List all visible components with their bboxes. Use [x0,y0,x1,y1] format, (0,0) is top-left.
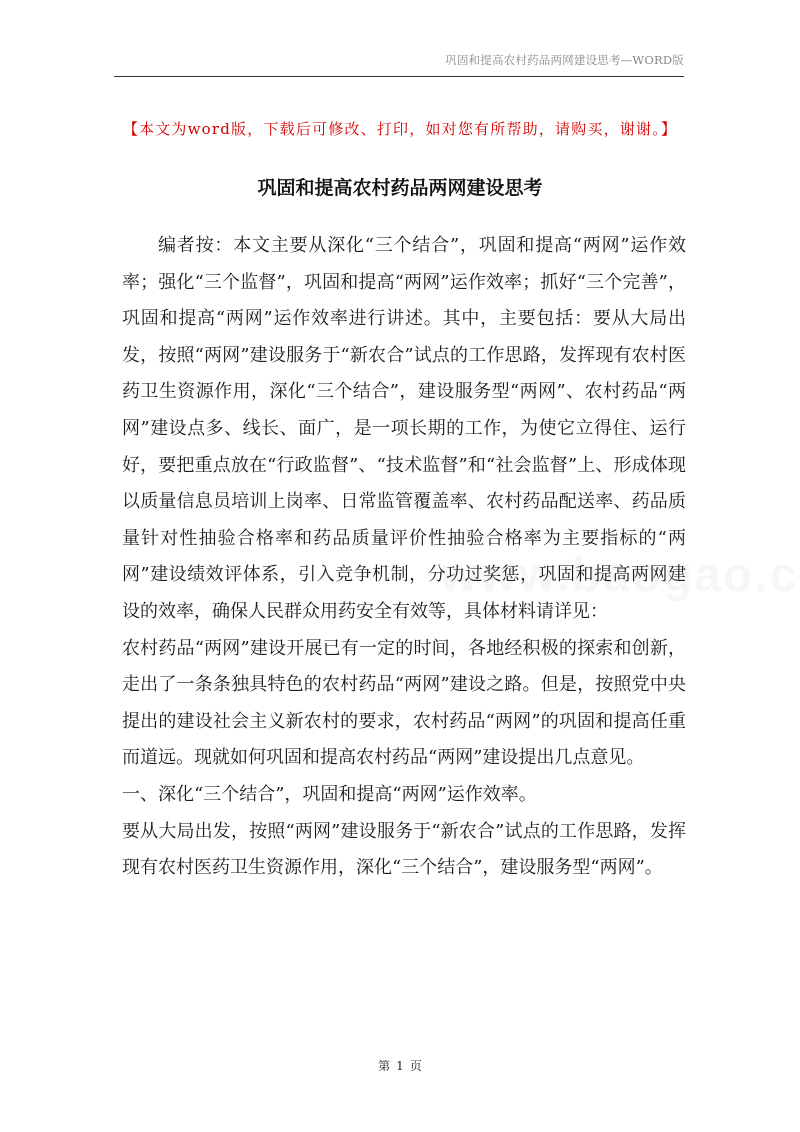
download-notice: 【本文为word版，下载后可修改、打印，如对您有所帮助，请购买，谢谢。】 [122,120,678,138]
running-header: 巩固和提高农村药品两网建设思考—WORD版 [445,53,684,67]
page-label-suffix: 页 [409,1059,422,1073]
section-heading: 一、深化“三个结合”，巩固和提高“两网”运作效率。 [122,783,537,805]
page-label-prefix: 第 [378,1059,391,1073]
body-paragraph: 农村药品“两网”建设开展已有一定的时间，各地经积极的探索和创新，走出了一条条独具特色的农村药品“两网”建设之路。但是，按照党中央提出的建设社会主义新农村的要求，农村药品“两网”的巩固和提高任重而道远。现就如何巩固和提高农村药品“两网”建设提出几点意见。 [122,637,686,769]
body-paragraph: 要从大局出发，按照“两网”建设服务于“新农合”试点的工作思路，发挥现有农村医药卫生资源作用，深化“三个结合”，建设服务型“两网”。 [122,820,686,879]
page-number: 1 [396,1059,404,1073]
editor-note-paragraph: 编者按：本文主要从深化“三个结合”，巩固和提高“两网”运作效率；强化“三个监督”，巩固和提高“两网”运作效率；抓好“三个完善”，巩固和提高“两网”运作效率进行讲述。其中，主要包括：要从大局出发，按照“两网”建设服务于“新农合”试点的工作思路，发挥现有农村医药卫生资源作用，深化“三个结合”，建设服务型“两网”、农村药品“两网”建设点多、线长、面广，是一项长期的工作，为使它立得住、运行好，要把重点放在“行政监督”、“技术监督”和“社会监督”上、形成体现以质量信息员培训上岗率、日常监管覆盖率、农村药品配送率、药品质量针对性抽验合格率和药品质量评价性抽验合格率为主要指标的“两网”建设绩效评体系，引入竞争机制，分功过奖惩，巩固和提高两网建设的效率，确保人民群众用药安全有效等，具体材料请详见： [122,235,686,622]
page-footer [0,1057,800,1074]
header-rule [114,76,684,77]
document-body [122,228,686,887]
document-title: 巩固和提高农村药品两网建设思考 [257,177,543,199]
